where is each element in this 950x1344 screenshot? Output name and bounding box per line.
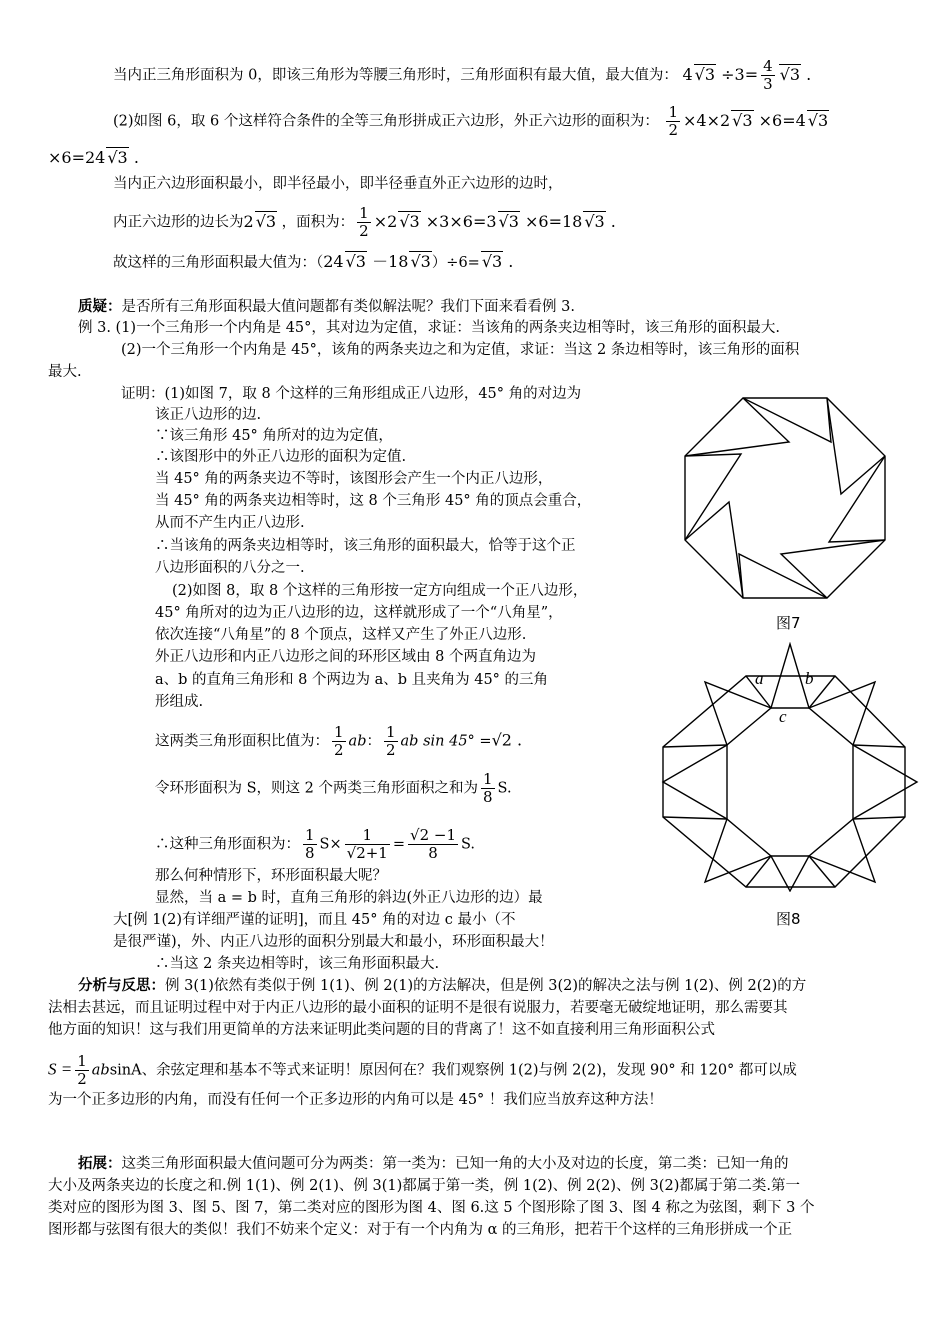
fansi-line2: 法相去甚远，而且证明过程中对于内正八边形的最小面积的证明不是很有说服力，若要毫无破绽地证明，那么需要其 — [48, 1000, 788, 1016]
proof-line: ∴当该角的两条夹边相等时，该三角形的面积最大，恰等于这个正 — [155, 538, 576, 554]
label-b: b — [805, 669, 814, 688]
tail-line: 那么何种情形下，环形面积最大呢？ — [155, 868, 387, 884]
proof-line: 形组成. — [155, 694, 204, 710]
para2-line2: ×6=24 √3 . — [48, 148, 139, 167]
para2-line1: (2)如图 6，取 6 个这样符合条件的全等三角形拼成正六边形，外正六边形的面积为： $\frac{1}{2}$ ×4×2 √3 ×6=4 √3 — [113, 103, 829, 139]
inner-octagon — [727, 708, 853, 856]
para1-line1: 当内正三角形面积为 0，即该三角形为等腰三角形时，三角形面积有最大值，最大值为： 4 √3 ÷3= $\frac{4}{3}$ √3 . — [113, 57, 812, 93]
blade — [781, 540, 885, 598]
tail-line: 是很严谨)，外、内正八边形的面积分别最大和最小，环形面积最大！ — [113, 934, 554, 950]
tri-line: ∴这种三角形面积为： $\frac{1}{8}$ S× $\frac{1}{√2+1}$ = $\frac{√2 -1}{8}$ S. — [155, 826, 476, 862]
blade — [743, 398, 831, 442]
proof-line: 八边形面积的八分之一. — [155, 560, 305, 576]
zhiyi-line: 质疑：是否所有三角形面积最大值问题都有类似解法呢？我们下面来看看例 3. — [78, 298, 575, 315]
ex3-line1: 例 3. (1)一个三角形一个内角是 45°，其对边为定值，求证：当该角的两条夹边相等时，该三角形的面积最大. — [78, 320, 781, 336]
eight-point-star — [663, 644, 917, 891]
tuozhan-label: 拓展： — [78, 1155, 122, 1172]
para2-line4: 内正六边形的边长为2 √3 ，面积为： $\frac{1}{2}$ ×2 √3 ×3×6=3 √3 ×6=18 √3 . — [113, 204, 616, 240]
blade — [739, 554, 827, 598]
proof-line: 当 45° 角的两条夹边相等时，这 8 个三角形 45° 角的顶点会重合， — [155, 493, 592, 509]
proof-line: 45° 角所对的边为正八边形的边，这样就形成了一个“八角星”， — [155, 605, 563, 621]
ring-line: 令环形面积为 S，则这 2 个两类三角形面积之和为 $\frac{1}{8}$ S. — [155, 770, 512, 806]
proof-line: ∴该图形中的外正八边形的面积为定值. — [155, 449, 407, 465]
fansi-line4: S = $\frac{1}{2}$ absinA、余弦定理和基本不等式来证明！原因何在？我们观察例 1(2)与例 2(2)，发现 90° 和 120° 都可以成 — [48, 1052, 797, 1088]
proof-line: (2)如图 8，取 8 个这样的三角形按一定方向组成一个正八边形， — [172, 583, 588, 599]
fansi-line5: 为一个正多边形的内角，而没有任何一个正多边形的内角可以是 45° ！我们应当放弃这种方法！ — [48, 1092, 663, 1108]
tuozhan-line2: 大小及两条夹边的长度之和.例 1(1)、例 2(1)、例 3(1)都属于第一类，例 1(2)、例 2(2)、例 3(2)都属于第二类.第一 — [48, 1178, 800, 1194]
blade — [685, 502, 743, 598]
tuozhan-line1: 拓展：这类三角形面积最大值问题可分为两类：第一类为：已知一角的大小及对边的长度，第二类：已知一角的 — [78, 1155, 789, 1172]
figure-8-caption: 图8 — [776, 910, 801, 928]
label-c: c — [779, 707, 787, 726]
proof-line: ∵该三角形 45° 角所对的边为定值， — [155, 428, 393, 444]
tail-line: 显然，当 a = b 时，直角三角形的斜边(外正八边形的边）最 — [155, 890, 543, 906]
tail-line: ∴当这 2 条夹边相等时，该三角形面积最大. — [155, 956, 440, 972]
para2-line5: 故这样的三角形面积最大值为：（24 √3 －18 √3）÷6= √3 . — [113, 252, 514, 271]
blade — [827, 398, 885, 494]
proof-line: 依次连接“八角星”的 8 个顶点，这样又产生了外正八边形. — [155, 627, 527, 643]
ex3-line2: (2)一个三角形一个内角是 45°，该角的两条夹边之和为定值，求证：当这 2 条边相等时，该三角形的面积 — [121, 342, 800, 358]
fansi-label: 分析与反思： — [78, 977, 165, 994]
proof-line: 该正八边形的边. — [155, 407, 262, 423]
figure-7 — [675, 388, 895, 608]
proof-line: 证明：(1)如图 7，取 8 个这样的三角形组成正八边形，45° 角的对边为 — [121, 386, 582, 402]
proof-line: 外正八边形和内正八边形之间的环形区域由 8 个两直角边为 — [155, 649, 536, 665]
figure-8 — [655, 642, 925, 892]
tuozhan-line3: 类对应的图形为图 3、图 5、图 7，第二类对应的图形为图 4、图 6.这 5 个图形除了图 3、图 4 称之为弦图，剩下 3 个 — [48, 1200, 815, 1216]
zhiyi-label: 质疑： — [78, 298, 122, 315]
fansi-line1: 分析与反思：例 3(1)依然有类似于例 1(1)、例 2(1)的方法解决，但是例 3(2)的解决之法与例 1(2)、例 2(2)的方 — [78, 977, 807, 994]
outer-octagon — [685, 398, 885, 598]
proof-line: 从而不产生内正八边形. — [155, 515, 305, 531]
fansi-line3: 他方面的知识！这与我们用更简单的方法来证明此类问题的目的背离了！这不如直接利用三角形面积公式 — [48, 1022, 715, 1038]
para2-line3: 当内正六边形面积最小，即半径最小，即半径垂直外正六边形的边时， — [113, 176, 563, 192]
ex3-line3: 最大. — [48, 364, 82, 380]
figure-7-caption: 图7 — [776, 614, 801, 632]
tuozhan-line4: 图形都与弦图有很大的类似！我们不妨来个定义：对于有一个内角为 α 的三角形，把若干个这样的三角形拼成一个正 — [48, 1222, 793, 1238]
proof-line: 当 45° 角的两条夹边不等时，该图形会产生一个内正八边形， — [155, 471, 553, 487]
blade — [685, 398, 789, 456]
tail-line: 大[例 1(2)有详细严谨的证明]，而且 45° 角的对边 c 最小（不 — [113, 912, 516, 928]
ratio-line: 这两类三角形面积比值为： $\frac{1}{2}$ ab： $\frac{1}{2}$ ab sin 45° =√2 . — [155, 723, 523, 759]
label-a: a — [755, 669, 764, 688]
proof-line: a、b 的直角三角形和 8 个两边为 a、b 且夹角为 45° 的三角 — [155, 672, 549, 688]
